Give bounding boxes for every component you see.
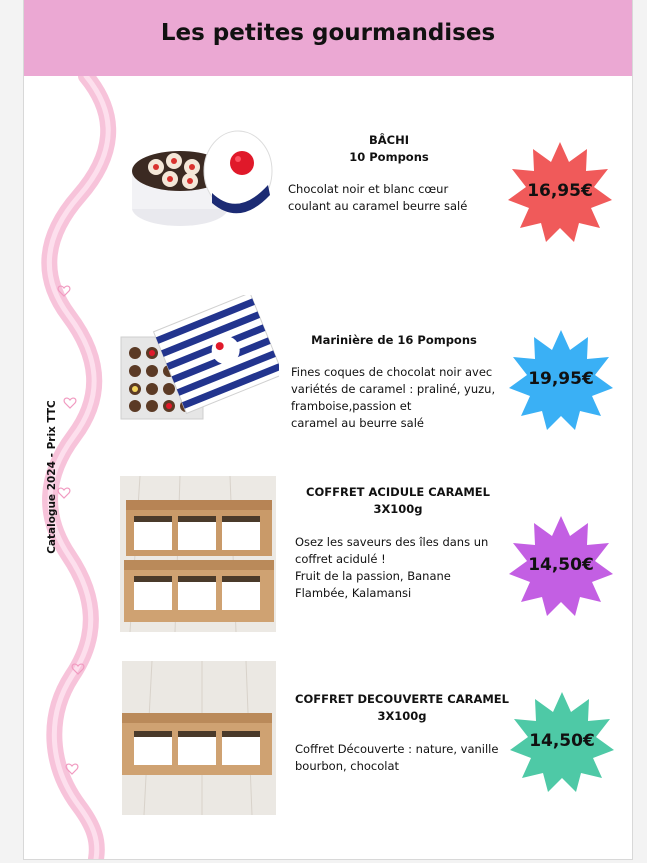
product-subtitle: 3X100g [377, 709, 427, 723]
product-card [24, 476, 632, 636]
price-label: 14,50€ [529, 731, 595, 751]
product-name: BÂCHI [368, 133, 409, 147]
price-badge [508, 142, 612, 242]
product-subtitle: 10 Pompons [349, 150, 429, 164]
price-label: 19,95€ [528, 369, 594, 389]
product-name: COFFRET ACIDULE CARAMEL [306, 485, 490, 499]
product-image-mariniere [119, 295, 279, 421]
product-image-bachi [128, 123, 274, 233]
product-description: Fines coques de chocolat noir avec variétés de caramel : praliné, yuzu, framboise,passion et caramel au beurre salé [291, 365, 496, 430]
price-badge [510, 692, 614, 792]
catalogue-page [23, 0, 633, 860]
price-badge [509, 516, 613, 616]
product-card [24, 295, 632, 445]
page-title: Les petites gourmandises [160, 20, 496, 46]
product-description: Osez les saveurs des îles dans un coffret acidulé ! Fruit de la passion, Banane Flambée, Kalamansi [295, 535, 489, 600]
product-description: Coffret Découverte : nature, vanille bourbon, chocolat [295, 742, 499, 773]
price-badge [509, 330, 613, 430]
product-card [24, 120, 632, 260]
product-subtitle: 3X100g [373, 502, 423, 516]
product-name: Marinière de 16 Pompons [311, 333, 477, 347]
product-name: COFFRET DECOUVERTE CARAMEL [295, 692, 509, 706]
product-card [24, 661, 632, 821]
catalogue-side-label: Catalogue 2024 - Prix TTC [46, 400, 58, 554]
header-banner [24, 0, 632, 76]
price-label: 14,50€ [528, 555, 594, 575]
product-image-coffret-acidule [120, 476, 276, 632]
price-label: 16,95€ [527, 181, 593, 201]
product-description: Chocolat noir et blanc cœur coulant au caramel beurre salé [288, 182, 468, 213]
product-image-coffret-decouverte [122, 661, 276, 815]
